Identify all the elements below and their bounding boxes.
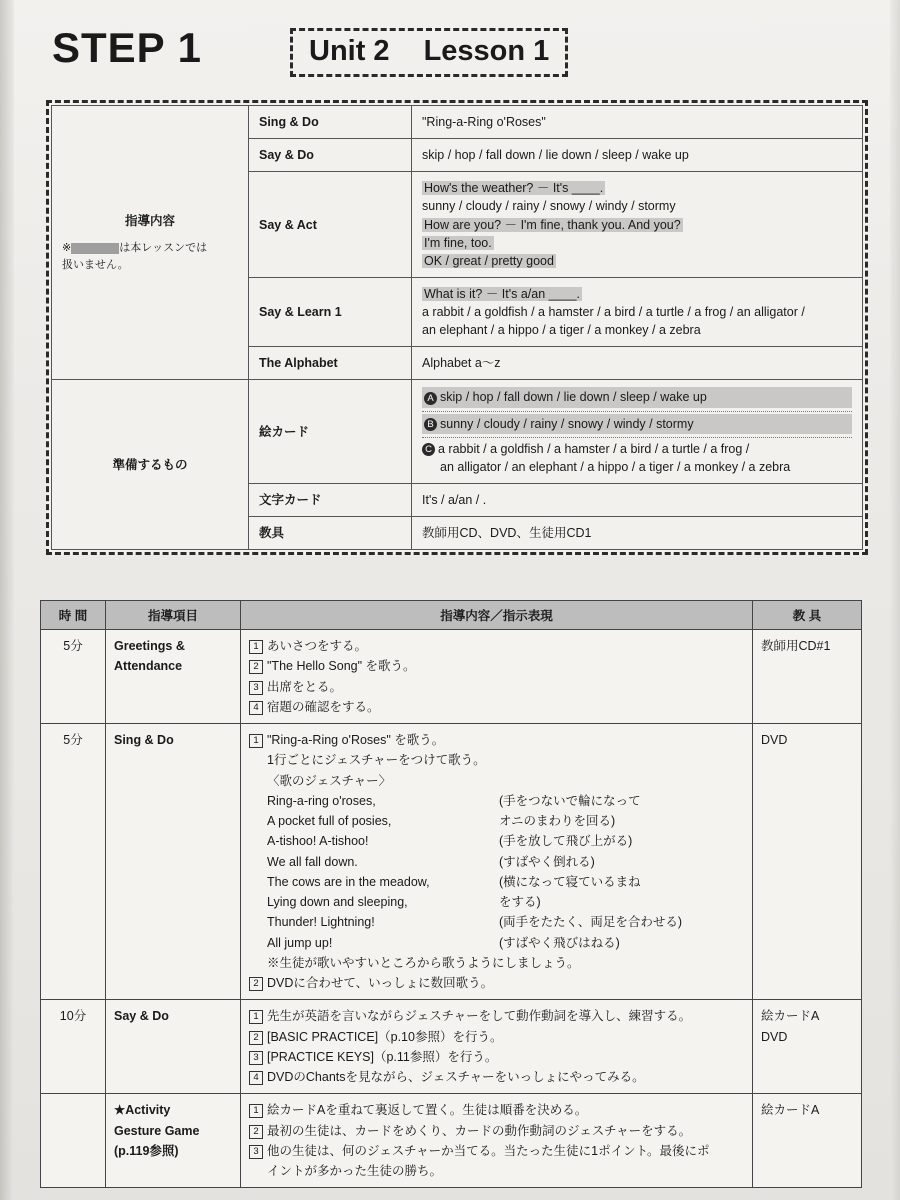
content-label-text: 指導内容 [124, 214, 175, 229]
row-tool [753, 724, 862, 1000]
lyric-jp: (すばやく飛びはねる) [499, 935, 620, 950]
divider [422, 436, 852, 438]
row-line: How's the weather? － It's ____. [424, 181, 604, 196]
card-text: a rabbit / a goldfish / a hamster / a bird / a turtle / a frog / [438, 441, 750, 456]
row-sub-label: 絵カード [249, 380, 412, 484]
step-text: 宿題の確認をする。 [267, 699, 380, 714]
note-text-2: 扱いません。 [62, 258, 129, 271]
masked-box [71, 243, 119, 254]
row-sub-label: Say & Act [249, 172, 412, 278]
card-mark-b: B [424, 418, 437, 431]
lyric-line [249, 831, 744, 851]
lyric-en: Ring-a-ring o'roses, [267, 793, 376, 808]
row-tool [753, 630, 862, 724]
lyric-jp: (横になって寝ているまね [499, 874, 641, 889]
step-title: STEP 1 [52, 24, 202, 71]
row-content [241, 630, 753, 724]
lyric-line [249, 933, 744, 953]
step-note: ※生徒が歌いやすいところから歌うようにしましょう。 [267, 955, 580, 970]
tool-line: DVD [761, 733, 788, 747]
card-mark-a: A [424, 392, 437, 405]
unit-label: Unit 2 [309, 35, 390, 67]
step-text: 絵カードAを重ねて裏返して置く。生徒は順番を決める。 [267, 1103, 588, 1118]
step-text: 先生が英語を言いながらジェスチャーをして動作動詞を導入し、練習する。 [267, 1009, 692, 1024]
lesson-plan-wrapper [40, 600, 862, 1188]
row-sub-label: Sing & Do [249, 106, 412, 139]
step-number: 2 [249, 660, 263, 674]
lyric-line [249, 811, 744, 831]
lesson-plan-table [40, 600, 862, 1188]
table-row [41, 724, 862, 1000]
row-sub-label: 教具 [249, 517, 412, 550]
step-number: 3 [249, 681, 263, 695]
step-number: 1 [249, 640, 263, 654]
row-line: I'm fine, too. [424, 235, 492, 250]
step-text: 出席をとる。 [267, 679, 343, 694]
step-text: 〈歌のジェスチャー〉 [267, 773, 392, 788]
lyric-jp: オニのまわりを回る) [499, 814, 616, 828]
lyric-en: The cows are in the meadow, [267, 874, 430, 889]
row-sub-label: 文字カード [249, 483, 412, 516]
row-item-line: (p.119参照) [114, 1143, 179, 1158]
step-text: 1行ごとにジェスチャーをつけて歌う。 [267, 753, 486, 768]
row-item [106, 630, 241, 724]
step-text: "Ring-a-Ring o'Roses" を歌う。 [267, 733, 445, 747]
table-row [41, 1000, 862, 1094]
lyric-jp: (手をつないで輪になって [499, 793, 641, 808]
row-sub-label: The Alphabet [249, 347, 412, 380]
row-item-line: Gesture Game [114, 1123, 200, 1138]
row-content [241, 724, 753, 1000]
row-body [412, 380, 863, 484]
row-item-line: Attendance [114, 659, 183, 674]
step-number: 2 [249, 1031, 263, 1045]
header-time: 時 間 [41, 601, 106, 630]
row-line: a rabbit / a goldfish / a hamster / a bird / a turtle / a frog / an alligator / [422, 305, 805, 319]
row-item-line: Sing & Do [114, 733, 174, 747]
lesson-label: Lesson 1 [423, 35, 550, 67]
table-header-row [41, 601, 862, 630]
header-tool: 教 具 [753, 601, 862, 630]
row-time: 5分 [41, 724, 106, 1000]
table-row [52, 380, 863, 484]
overview-materials-label: 準備するもの [52, 380, 249, 550]
row-item [106, 1094, 241, 1188]
tool-line: 教師用CD#1 [761, 639, 831, 653]
lyric-line [249, 892, 744, 912]
lyric-jp: (すばやく倒れる) [499, 854, 595, 869]
lyric-jp: (両手をたたく、両足を合わせる) [499, 915, 683, 930]
tool-line: 絵カードA [761, 1103, 820, 1118]
row-body: 教師用CD、DVD、生徒用CD1 [412, 517, 863, 550]
card-mark-c: C [422, 443, 435, 456]
row-content [241, 1000, 753, 1094]
card-text: skip / hop / fall down / lie down / sleep / wake up [440, 390, 707, 405]
row-line: sunny / cloudy / rainy / snowy / windy / stormy [422, 199, 676, 214]
lyric-line [249, 912, 744, 932]
row-item-line: Say & Do [114, 1009, 169, 1024]
row-sub-label: Say & Learn 1 [249, 277, 412, 346]
row-body: skip / hop / fall down / lie down / sleep / wake up [412, 139, 863, 172]
lyric-line [249, 791, 744, 811]
step-number: 1 [249, 734, 263, 748]
row-item [106, 724, 241, 1000]
step-number: 1 [249, 1010, 263, 1024]
content-note [62, 240, 238, 273]
row-tool [753, 1000, 862, 1094]
step-number: 3 [249, 1051, 263, 1065]
overview-table [51, 105, 863, 550]
lyric-jp: (手を放して飛び上がる) [499, 834, 633, 849]
step-number: 4 [249, 701, 263, 715]
overview-table-wrapper [46, 100, 868, 555]
note-text: は本レッスンでは [119, 242, 208, 255]
lyric-en: Thunder! Lightning! [267, 915, 375, 930]
row-body: Alphabet a〜z [412, 347, 863, 380]
row-time [41, 1094, 106, 1188]
header-content: 指導内容／指示表現 [241, 601, 753, 630]
step-number: 1 [249, 1104, 263, 1118]
row-content [241, 1094, 753, 1188]
lyric-line [249, 872, 744, 892]
row-line: OK / great / pretty good [424, 253, 554, 268]
step-text: "The Hello Song" を歌う。 [267, 659, 416, 674]
row-body [412, 172, 863, 278]
table-row [41, 630, 862, 724]
row-item-line: Greetings & [114, 639, 185, 653]
row-item [106, 1000, 241, 1094]
step-text: DVDに合わせて、いっしょに数回歌う。 [267, 976, 494, 990]
step-text: [BASIC PRACTICE]（p.10参照）を行う。 [267, 1029, 503, 1044]
row-body: It's / a/an / . [412, 483, 863, 516]
note-asterisk: ※ [62, 242, 72, 255]
table-row [41, 1094, 862, 1188]
lyric-en: A-tishoo! A-tishoo! [267, 834, 369, 849]
row-sub-label: Say & Do [249, 139, 412, 172]
step-number: 2 [249, 977, 263, 991]
row-time: 10分 [41, 1000, 106, 1094]
lyric-en: We all fall down. [267, 854, 358, 869]
row-tool [753, 1094, 862, 1188]
step-text: 最初の生徒は、カードをめくり、カードの動作動詞のジェスチャーをする。 [267, 1123, 692, 1138]
divider [422, 410, 852, 412]
tool-line: DVD [761, 1029, 788, 1044]
step-text: DVDのChantsを見ながら、ジェスチャーをいっしょにやってみる。 [267, 1070, 645, 1084]
row-line: How are you? － I'm fine, thank you. And you? [424, 217, 681, 232]
row-line: an elephant / a hippo / a tiger / a monkey / a zebra [422, 323, 701, 338]
unit-lesson-box [290, 28, 568, 77]
step-text: [PRACTICE KEYS]（p.11参照）を行う。 [267, 1049, 498, 1064]
header-item: 指導項目 [106, 601, 241, 630]
overview-content-label [52, 106, 249, 380]
row-body [412, 277, 863, 346]
table-row [52, 106, 863, 139]
page-header [42, 18, 862, 78]
step-text: あいさつをする。 [267, 639, 368, 653]
row-body: "Ring-a-Ring o'Roses" [412, 106, 863, 139]
row-item-line: ★Activity [114, 1103, 171, 1118]
tool-line: 絵カードA [761, 1009, 820, 1024]
step-number: 3 [249, 1145, 263, 1159]
row-line: What is it? － It's a/an ____. [424, 286, 580, 301]
lyric-line [249, 852, 744, 872]
card-text: an alligator / an elephant / a hippo / a tiger / a monkey / a zebra [440, 459, 791, 474]
card-text: sunny / cloudy / rainy / snowy / windy / stormy [440, 416, 694, 431]
step-number: 4 [249, 1071, 263, 1085]
lyric-en: A pocket full of posies, [267, 814, 392, 828]
step-number: 2 [249, 1125, 263, 1139]
lyric-en: Lying down and sleeping, [267, 895, 408, 909]
step-text: 他の生徒は、何のジェスチャーか当てる。当たった生徒に1ポイント。最後にポ [267, 1143, 710, 1158]
lyric-en: All jump up! [267, 935, 333, 950]
step-text: イントが多かった生徒の勝ち。 [267, 1164, 443, 1178]
row-time: 5分 [41, 630, 106, 724]
lyric-jp: をする) [499, 895, 541, 909]
